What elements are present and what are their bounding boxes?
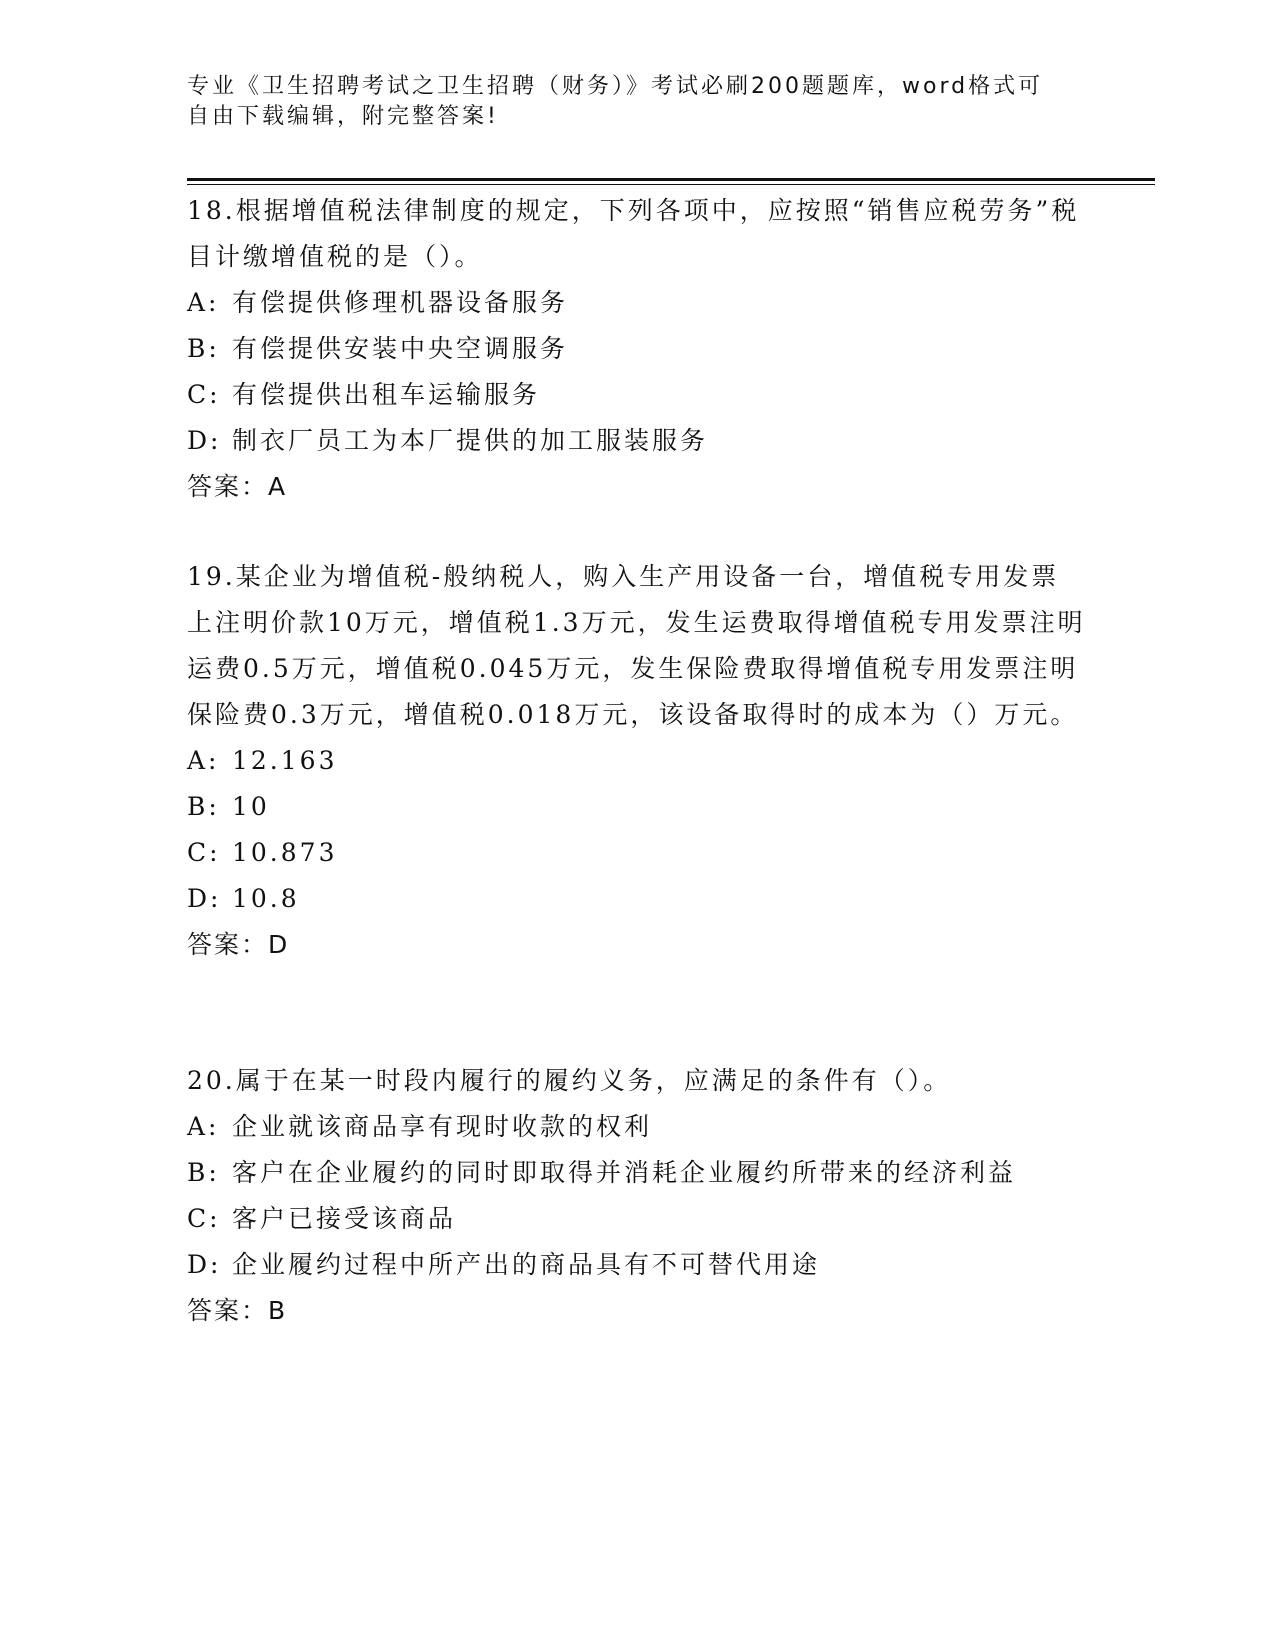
option-text: 10 (232, 792, 270, 821)
option-letter: B: (187, 792, 220, 821)
header-divider-thin (187, 184, 1155, 185)
option-text: 企业履约过程中所产出的商品具有不可替代用途 (232, 1250, 821, 1279)
option-b (187, 784, 1087, 830)
option-text: 12.163 (232, 746, 338, 775)
option-a (187, 280, 1087, 326)
question-stem: 19.某企业为增值税-般纳税人，购入生产用设备一台，增值税专用发票上注明价款10万元，增值税1.3万元，发生运费取得增值税专用发票注明运费0.5万元，增值税0.045万元，发生保险费取得增值税专用发票注明保险费0.3万元，增值税0.018万元，该设备取得时的成本为（）万元。 (187, 562, 1086, 729)
option-text: 有偿提供安装中央空调服务 (232, 334, 569, 363)
option-text: 有偿提供出租车运输服务 (232, 380, 541, 409)
option-letter: C: (187, 838, 221, 867)
option-letter: D: (187, 1250, 222, 1279)
option-letter: B: (187, 1158, 220, 1187)
option-letter: D: (187, 426, 222, 455)
option-c (187, 1196, 1087, 1242)
option-c (187, 372, 1087, 418)
option-letter: D: (187, 884, 222, 913)
option-text: 10.873 (232, 838, 338, 867)
option-letter: B: (187, 334, 220, 363)
option-letter: C: (187, 1204, 221, 1233)
option-d (187, 418, 1087, 464)
question-stem: 20.属于在某一时段内履行的履约义务，应满足的条件有（）。 (187, 1066, 952, 1095)
header-divider-thick (187, 178, 1155, 181)
option-letter: C: (187, 380, 221, 409)
question-18 (187, 188, 1087, 510)
option-text: 企业就该商品享有现时收款的权利 (232, 1112, 653, 1141)
option-letter: A: (187, 746, 220, 775)
option-text: 10.8 (232, 884, 300, 913)
question-20 (187, 1058, 1087, 1334)
answer-line: 答案：A (187, 472, 288, 501)
document-header: 专业《卫生招聘考试之卫生招聘（财务）》考试必刷200题题库，word格式可自由下载编辑，附完整答案! (187, 74, 1044, 129)
option-text: 制衣厂员工为本厂提供的加工服装服务 (232, 426, 709, 455)
question-19 (187, 554, 1087, 968)
option-text: 客户在企业履约的同时即取得并消耗企业履约所带来的经济利益 (232, 1158, 1017, 1187)
option-letter: A: (187, 288, 220, 317)
option-d (187, 1242, 1087, 1288)
option-a (187, 738, 1087, 784)
option-a (187, 1104, 1087, 1150)
question-stem: 18.根据增值税法律制度的规定，下列各项中，应按照“销售应税劳务”税目计缴增值税的是（）。 (187, 196, 1080, 271)
option-letter: A: (187, 1112, 220, 1141)
option-b (187, 1150, 1087, 1196)
option-text: 有偿提供修理机器设备服务 (232, 288, 569, 317)
answer-line: 答案：D (187, 930, 290, 959)
option-d (187, 876, 1087, 922)
option-b (187, 326, 1087, 372)
option-c (187, 830, 1087, 876)
answer-line: 答案：B (187, 1296, 288, 1325)
option-text: 客户已接受该商品 (232, 1204, 457, 1233)
